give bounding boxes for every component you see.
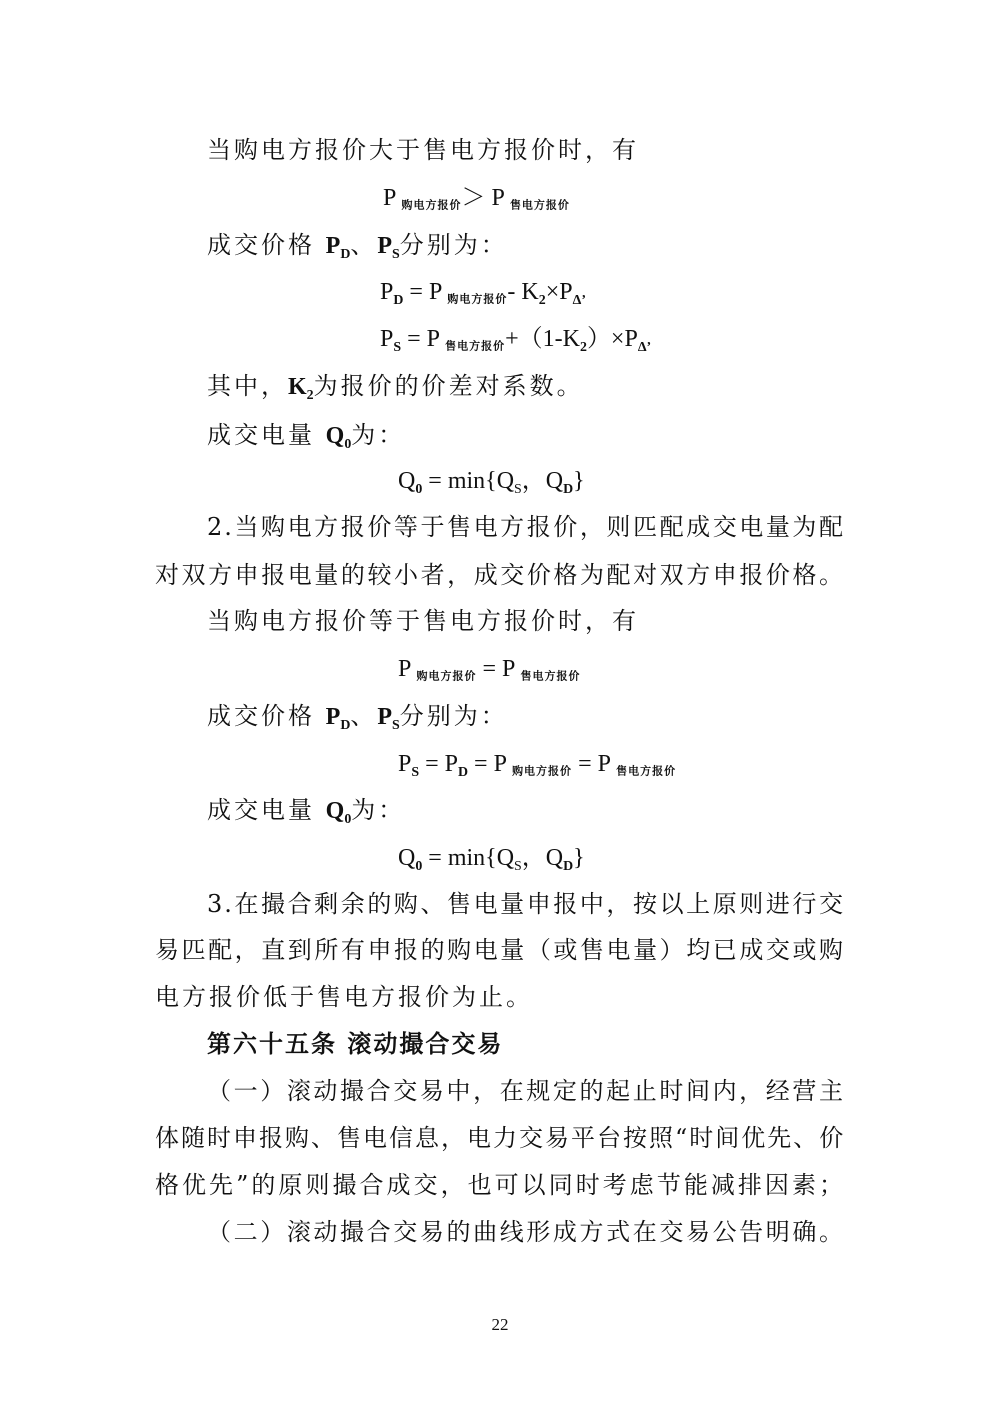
equation-buy-gt-sell: P 购电方报价＞ P 售电方报价 [383, 185, 570, 212]
equation-q0-second: $Q_0 = \min\{Q_S$，$Q_D$} [398, 845, 585, 874]
paragraph-line: 3.在撮合剩余的购、售电量申报中，按以上原则进行交 [207, 890, 845, 918]
paragraph-line: 当购电方报价等于售电方报价时，有 [207, 607, 639, 635]
paragraph-line: 其中，$K_2$为报价的价差对系数。 [207, 372, 584, 403]
paragraph-line: 对双方申报电量的较小者，成交价格为配对双方申报价格。 [155, 561, 845, 589]
paragraph-line: 格优先”的原则撮合成交，也可以同时考虑节能减排因素； [155, 1171, 845, 1199]
equation-buy-eq-sell: P 购电方报价 = P 售电方报价 [398, 656, 581, 683]
equation-ps: $P_S = P$ 售电方报价$+(1-K_2)\times P_{\Delta’}$ [380, 326, 652, 355]
equation-q0: $Q_0 = \min\{Q_S$，$Q_D$} [398, 468, 585, 497]
paragraph-line: 体随时申报购、售电信息，电力交易平台按照“时间优先、价 [155, 1124, 846, 1152]
equation-pd: $P_D = P$ 购电方报价- $K_2\times P_{\Delta’}$ [380, 279, 586, 308]
paragraph-line: 成交价格 $P_D$、$P_S$分别为： [207, 702, 508, 733]
paragraph-line: 2.当购电方报价等于售电方报价，则匹配成交电量为配 [207, 513, 845, 541]
paragraph-line: 易匹配，直到所有申报的购电量（或售电量）均已成交或购 [155, 936, 845, 964]
text: 当购电方报价大于售电方报价时，有 [207, 136, 639, 164]
paragraph-line: 成交价格 $P_D$、$P_S$分别为： [207, 231, 508, 262]
paragraph-line: 电方报价低于售电方报价为止。 [155, 983, 533, 1011]
paragraph-line [207, 135, 639, 165]
page-number: 22 [491, 1315, 509, 1334]
equation-ps-pd: $P_S = P_D = P$ 购电方报价 = P 售电方报价 [398, 751, 677, 780]
paragraph-line: （二）滚动撮合交易的曲线形成方式在交易公告明确。 [207, 1218, 845, 1246]
paragraph-line: （一）滚动撮合交易中，在规定的起止时间内，经营主 [207, 1077, 845, 1105]
paragraph-line: 成交电量 $Q_0$为： [207, 796, 406, 827]
paragraph-line: 成交电量 $Q_0$为： [207, 421, 406, 452]
article-heading: 第六十五条 滚动撮合交易 [207, 1029, 504, 1058]
